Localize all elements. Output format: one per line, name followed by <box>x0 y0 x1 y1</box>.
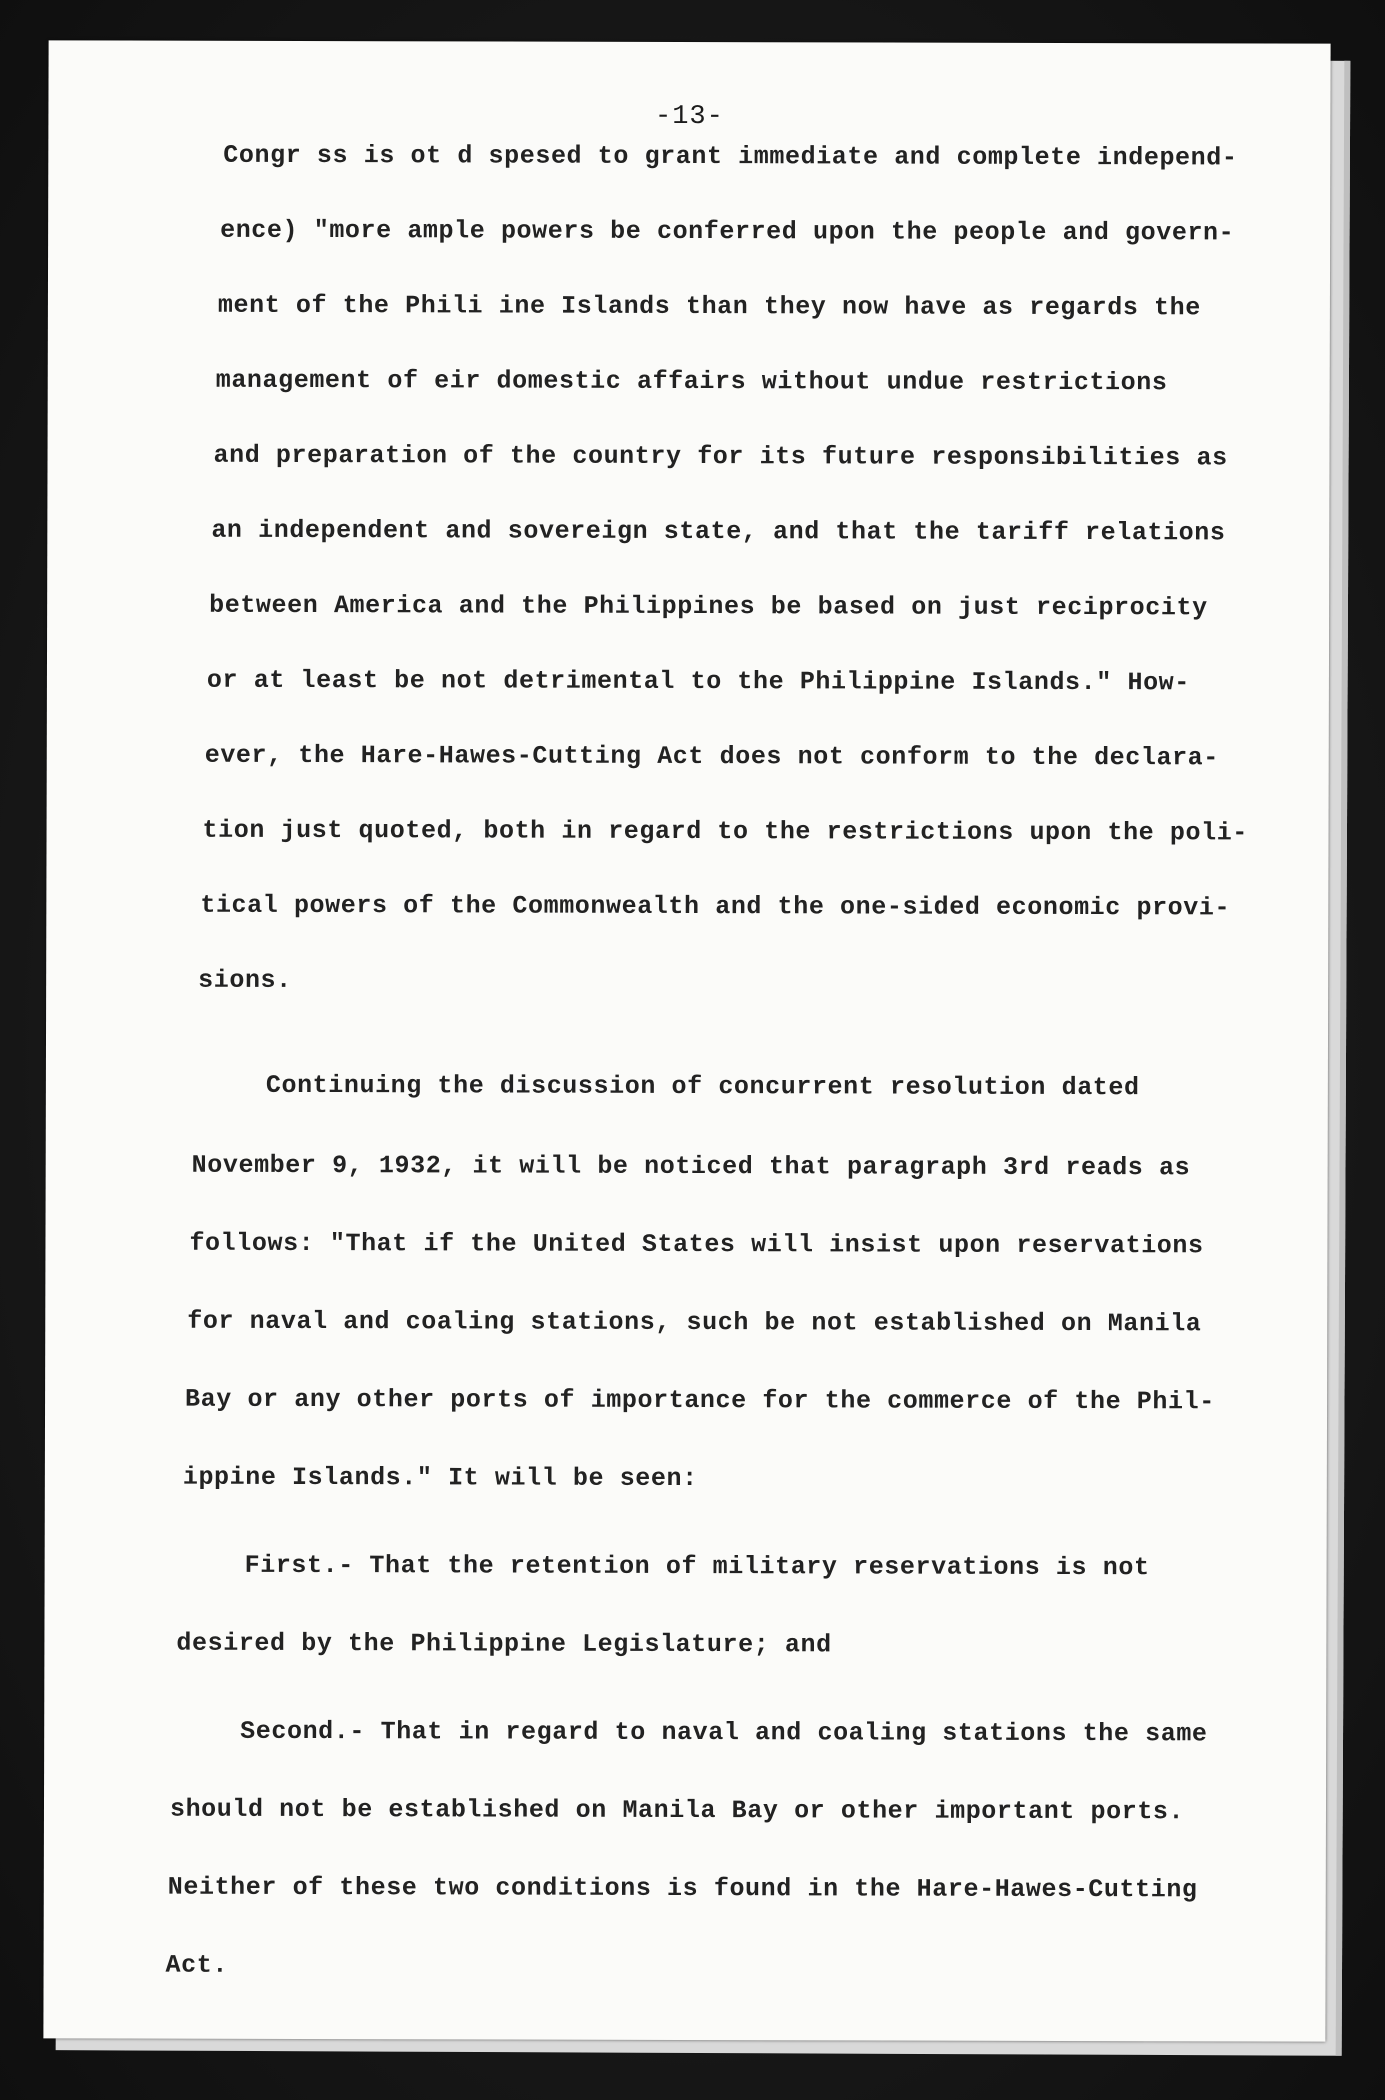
text-line-17: Bay or any other ports of importance for the commerce of the Phil- <box>185 1384 1215 1417</box>
text-line-24: Act. <box>165 1950 229 1980</box>
text-line-10: tion just quoted, both in regard to the restrictions upon the poli- <box>202 815 1248 848</box>
text-line-12: sions. <box>198 965 292 995</box>
text-line-6: an independent and sovereign state, and that the tariff relations <box>211 515 1226 548</box>
text-line-18: ippine Islands." It will be seen: <box>182 1462 698 1494</box>
text-line-21: Second.- That in regard to naval and coaling stations the same <box>240 1716 1208 1749</box>
text-line-11: tical powers of the Commonwealth and the one-sided economic provi- <box>200 890 1231 923</box>
text-line-13: Continuing the discussion of concurrent resolution dated <box>265 1070 1140 1103</box>
document-page <box>43 40 1330 2041</box>
text-line-5: and preparation of the country for its future responsibilities as <box>213 440 1228 473</box>
text-line-15: follows: "That if the United States will insist upon reservations <box>189 1228 1204 1261</box>
text-line-2: ence) "more ample powers be conferred upon the people and govern- <box>220 215 1235 248</box>
text-line-22: should not be established on Manila Bay or other important ports. <box>169 1794 1185 1827</box>
page-number: -13- <box>654 101 724 133</box>
text-line-7: between America and the Philippines be based on just reciprocity <box>209 590 1208 623</box>
text-line-23: Neither of these two conditions is found in the Hare-Hawes-Cutting <box>167 1872 1198 1905</box>
text-line-14: November 9, 1932, it will be noticed that paragraph 3rd reads as <box>191 1150 1191 1183</box>
text-line-1: Congr ss is ot d spesed to grant immediate and complete independ- <box>223 140 1238 173</box>
text-line-19: First.- That the retention of military reservations is not <box>244 1550 1150 1583</box>
text-line-4: management of eir domestic affairs without undue restrictions <box>215 365 1168 398</box>
text-line-3: ment of the Phili ine Islands than they now have as regards the <box>217 290 1201 323</box>
text-line-9: ever, the Hare-Hawes-Cutting Act does not conform to the declara- <box>204 740 1219 773</box>
text-line-8: or at least be not detrimental to the Philippine Islands." How- <box>206 665 1190 698</box>
text-line-20: desired by the Philippine Legislature; and <box>176 1628 832 1660</box>
text-line-16: for naval and coaling stations, such be not established on Manila <box>187 1306 1202 1339</box>
